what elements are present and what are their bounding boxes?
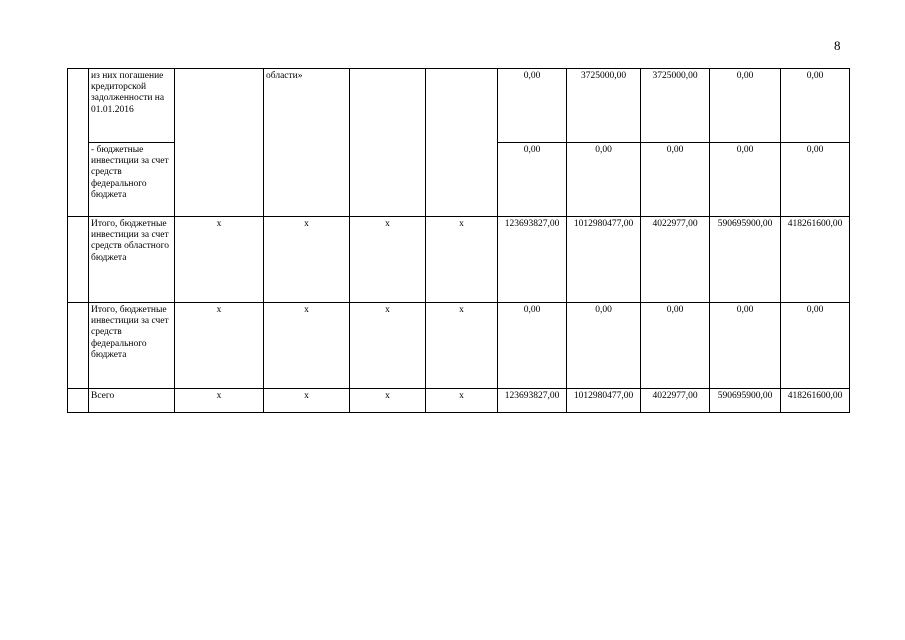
mark-cell: х [175, 303, 264, 389]
value-cell: 0,00 [710, 143, 781, 217]
mark-cell: х [264, 303, 350, 389]
index-cell [68, 69, 89, 217]
mark-cell: х [426, 389, 498, 413]
index-cell [68, 389, 89, 413]
row-label: из них погашение кредиторской задолженности на 01.01.2016 [89, 69, 175, 143]
mark-cell: х [175, 217, 264, 303]
page-number: 8 [834, 38, 841, 53]
mark-cell: х [264, 389, 350, 413]
value-cell: 4022977,00 [641, 389, 710, 413]
value-cell: 590695900,00 [710, 389, 781, 413]
program-name-cell: области» [264, 69, 350, 217]
value-cell: 1012980477,00 [567, 389, 641, 413]
budget-investment-table [67, 68, 850, 413]
empty-cell [426, 69, 498, 217]
value-cell: 123693827,00 [498, 389, 567, 413]
value-cell: 0,00 [781, 303, 850, 389]
value-cell: 0,00 [498, 303, 567, 389]
value-cell: 0,00 [567, 143, 641, 217]
mark-cell: х [426, 217, 498, 303]
mark-cell: х [175, 389, 264, 413]
table-row [68, 389, 850, 413]
value-cell: 590695900,00 [710, 217, 781, 303]
value-cell: 418261600,00 [781, 389, 850, 413]
empty-cell [350, 69, 426, 217]
value-cell: 0,00 [781, 143, 850, 217]
value-cell: 4022977,00 [641, 217, 710, 303]
value-cell: 1012980477,00 [567, 217, 641, 303]
row-label: Итого, бюджетные инвестиции за счет средств областного бюджета [89, 217, 175, 303]
row-label: Итого, бюджетные инвестиции за счет средств федерального бюджета [89, 303, 175, 389]
value-cell: 0,00 [710, 303, 781, 389]
value-cell: 3725000,00 [641, 69, 710, 143]
row-label: Всего [89, 389, 175, 413]
mark-cell: х [350, 217, 426, 303]
row-label: - бюджетные инвестиции за счет средств федерального бюджета [89, 143, 175, 217]
value-cell: 3725000,00 [567, 69, 641, 143]
index-cell [68, 217, 89, 303]
mark-cell: х [350, 389, 426, 413]
value-cell: 0,00 [498, 69, 567, 143]
table-row [68, 303, 850, 389]
table-row [68, 217, 850, 303]
value-cell: 0,00 [567, 303, 641, 389]
mark-cell: х [264, 217, 350, 303]
index-cell [68, 303, 89, 389]
value-cell: 0,00 [498, 143, 567, 217]
value-cell: 0,00 [641, 303, 710, 389]
value-cell: 123693827,00 [498, 217, 567, 303]
value-cell: 0,00 [641, 143, 710, 217]
value-cell: 418261600,00 [781, 217, 850, 303]
table-row [68, 69, 850, 143]
empty-cell [175, 69, 264, 217]
mark-cell: х [426, 303, 498, 389]
value-cell: 0,00 [781, 69, 850, 143]
mark-cell: х [350, 303, 426, 389]
value-cell: 0,00 [710, 69, 781, 143]
